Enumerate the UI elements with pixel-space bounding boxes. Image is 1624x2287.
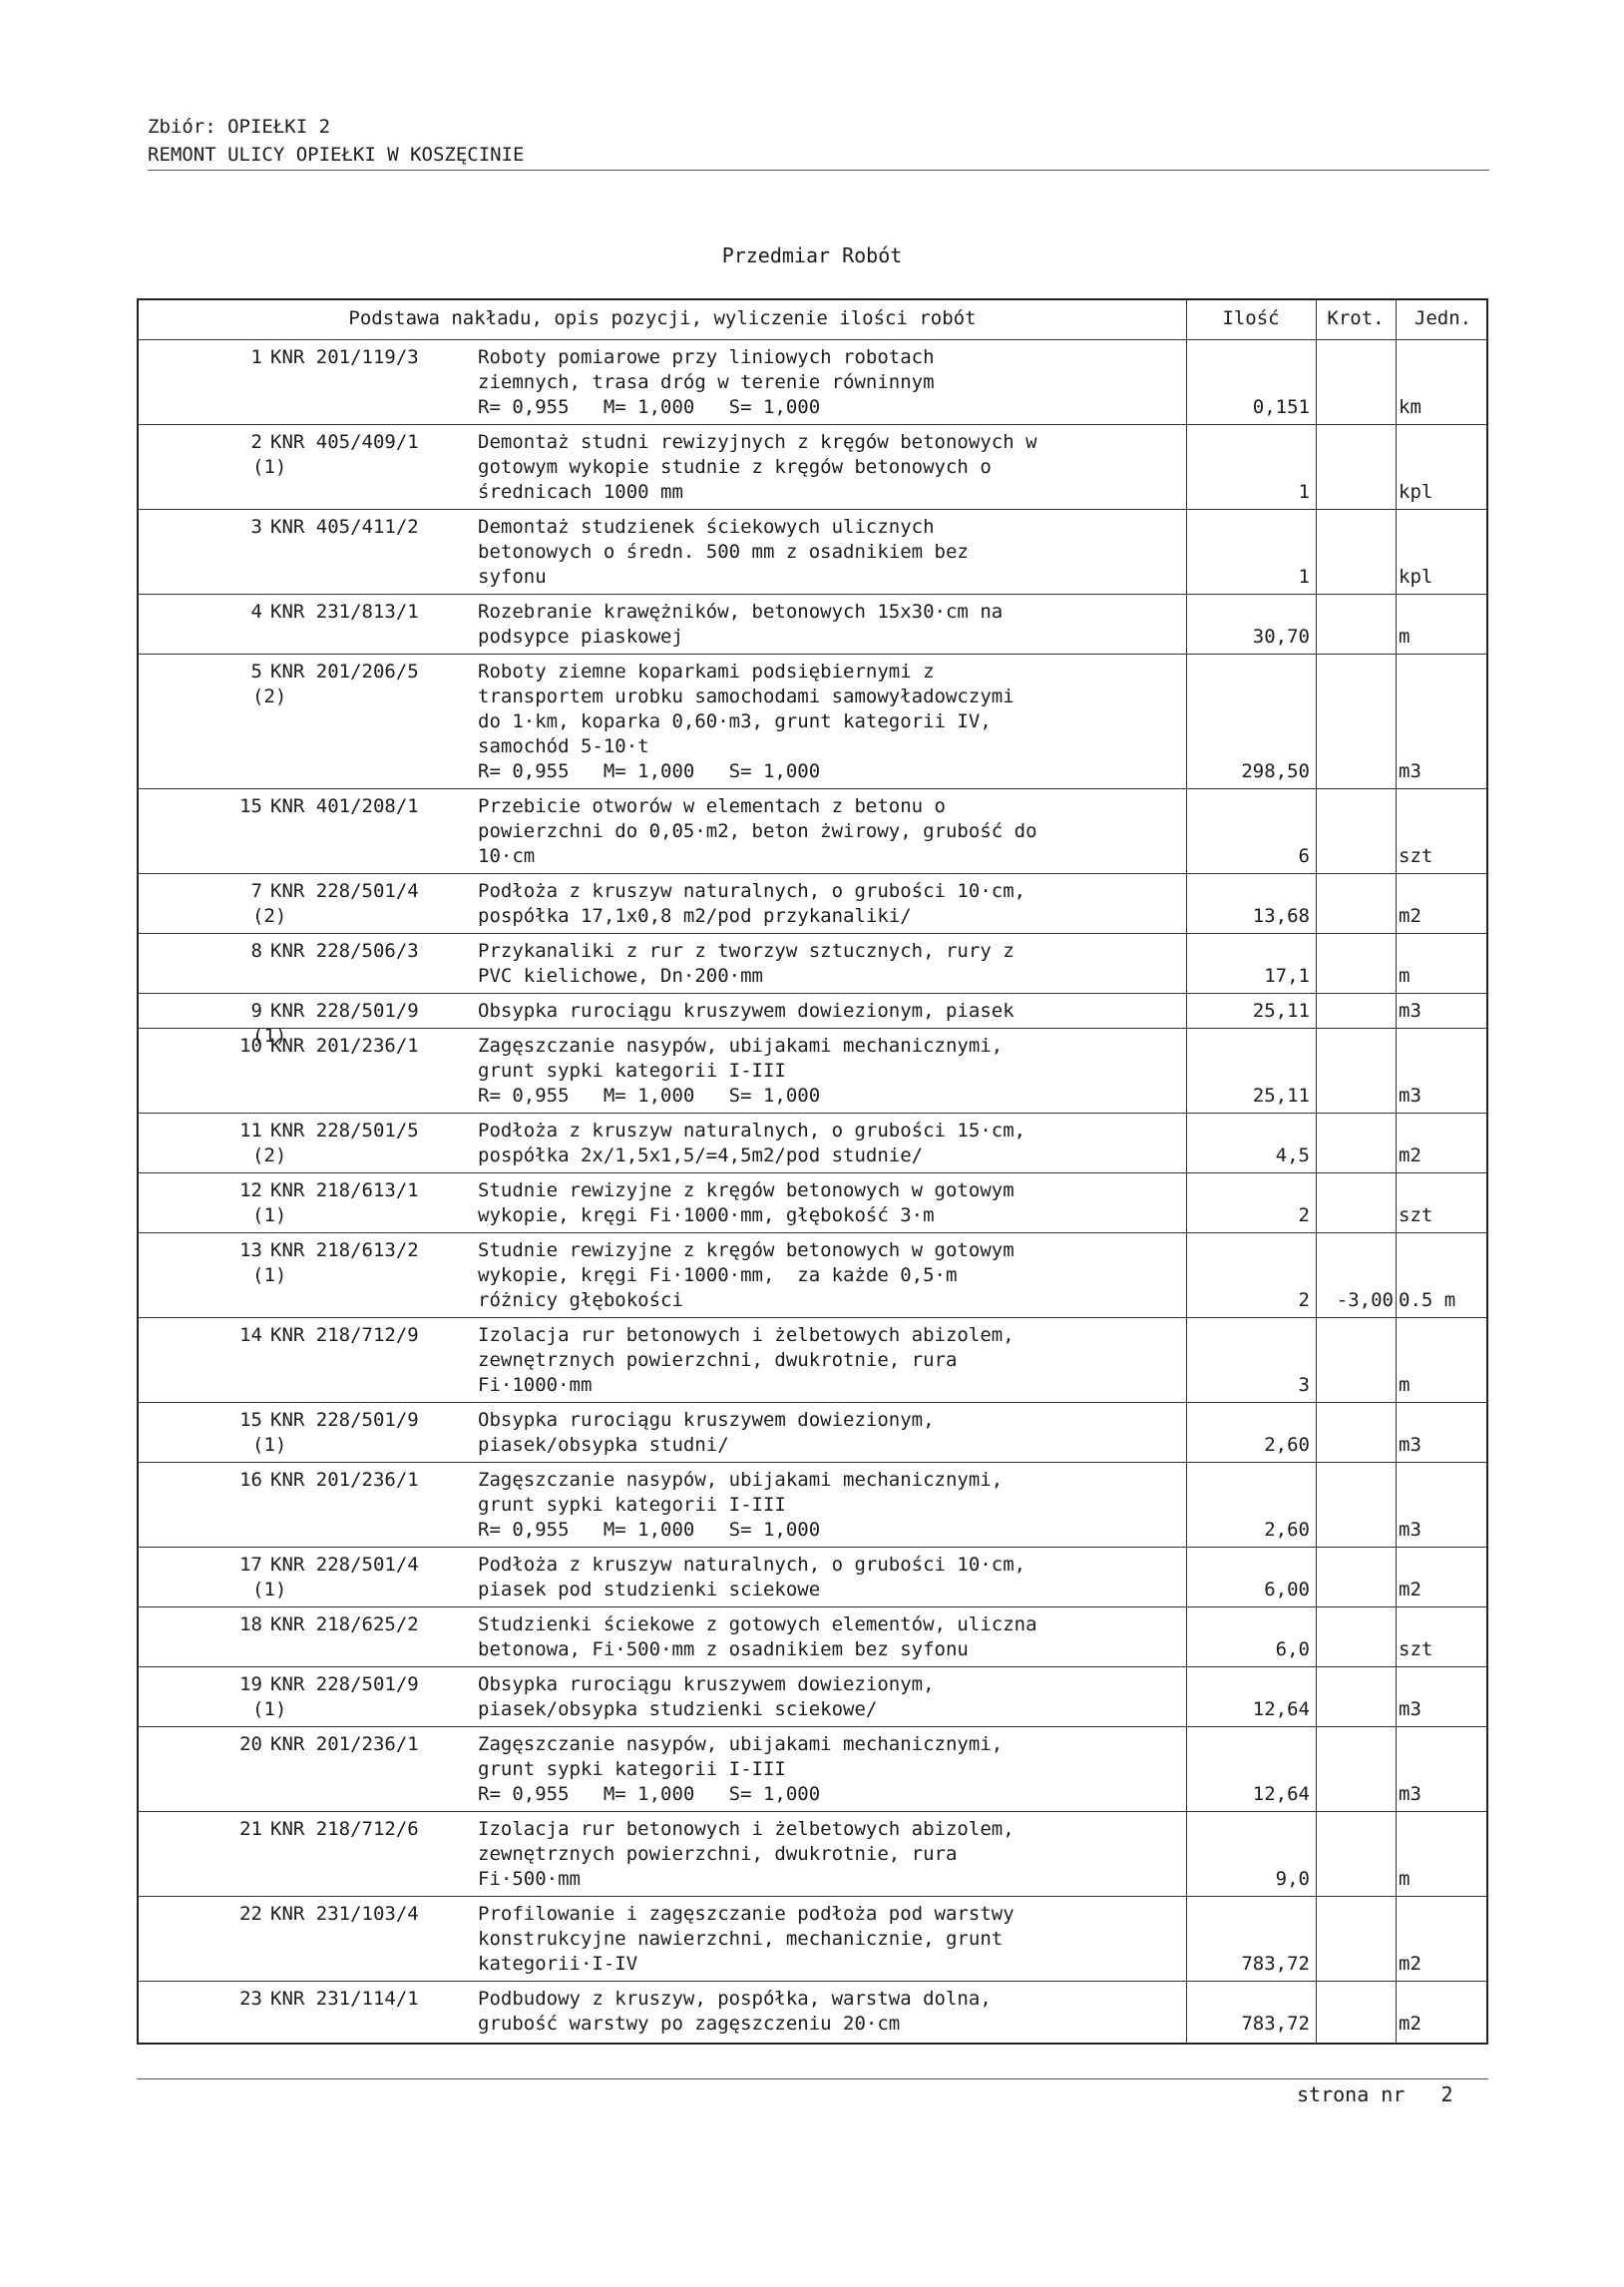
description-line: Podłoża z kruszyw naturalnych, o grubości 10·cm, [478, 880, 1026, 902]
description-line: R= 0,955 M= 1,000 S= 1,000 [478, 1085, 821, 1107]
catalog-code: KNR 228/501/9 [270, 1409, 419, 1431]
item-number: 22 [239, 1903, 262, 1925]
description-line: Podłoża z kruszyw naturalnych, o grubości 10·cm, [478, 1554, 1026, 1576]
item-number: 4 [250, 601, 262, 623]
quantity-value: 9,0 [1275, 1868, 1310, 1890]
item-number: 20 [239, 1733, 262, 1755]
item-number: 18 [239, 1613, 262, 1635]
description-line: Profilowanie i zagęszczanie podłoża pod warstwy [478, 1903, 1015, 1925]
catalog-code: KNR 228/506/3 [270, 940, 419, 962]
description-line: Demontaż studzienek ściekowych ulicznych [478, 516, 935, 538]
quantity-value: 1 [1298, 481, 1310, 503]
unit-value: szt [1399, 1204, 1433, 1226]
unit-value: m3 [1399, 1434, 1421, 1456]
description-line: R= 0,955 M= 1,000 S= 1,000 [478, 760, 821, 782]
item-number: 5 [250, 661, 262, 683]
unit-value: m3 [1399, 1698, 1421, 1720]
description-line: grunt sypki kategorii I-III [478, 1060, 786, 1082]
description-line: Przebicie otworów w elementach z betonu o [478, 795, 946, 817]
catalog-code: KNR 201/236/1 [270, 1035, 419, 1057]
description-line: Izolacja rur betonowych i żelbetowych abizolem, [478, 1324, 1015, 1346]
quantity-value: 783,72 [1241, 1953, 1310, 1975]
catalog-code: KNR 231/813/1 [270, 601, 419, 623]
description-line: Izolacja rur betonowych i żelbetowych abizolem, [478, 1818, 1015, 1840]
description-line: 10·cm [478, 845, 536, 867]
description-line: Studnie rewizyjne z kręgów betonowych w gotowym [478, 1239, 1015, 1261]
footer-divider [137, 2078, 1488, 2079]
catalog-code: KNR 218/712/6 [270, 1818, 419, 1840]
description-line: wykopie, kręgi Fi·1000·mm, głębokość 3·m [478, 1204, 935, 1226]
unit-value: kpl [1399, 481, 1433, 503]
description-line: do 1·km, koparka 0,60·m3, grunt kategorii IV, [478, 710, 992, 732]
item-number: 14 [239, 1324, 262, 1346]
table-row [139, 934, 1486, 993]
description-line: piasek/obsypka studzienki sciekowe/ [478, 1698, 878, 1720]
variant-note: (1) [252, 1025, 287, 1047]
description-line: podsypce piaskowej [478, 626, 683, 648]
unit-value: m [1399, 965, 1411, 987]
table-row [139, 789, 1486, 873]
unit-value: km [1399, 396, 1421, 418]
item-number: 10 [239, 1035, 262, 1057]
table-row [139, 1982, 1486, 2041]
description-line: R= 0,955 M= 1,000 S= 1,000 [478, 1519, 821, 1541]
catalog-code: KNR 218/613/2 [270, 1239, 419, 1261]
description-line: ziemnych, trasa dróg w terenie równinnym [478, 371, 935, 393]
table-row [139, 1233, 1486, 1317]
bill-of-quantities-table [137, 298, 1488, 2045]
description-line: betonowych o średn. 500 mm z osadnikiem bez [478, 541, 969, 563]
item-number: 9 [250, 1000, 262, 1022]
description-line: transportem urobku samochodami samowyładowczymi [478, 686, 1015, 707]
unit-value: m [1399, 1868, 1411, 1890]
unit-value: m [1399, 626, 1411, 648]
item-number: 3 [250, 516, 262, 538]
description-line: Zagęszczanie nasypów, ubijakami mechanicznymi, [478, 1733, 1004, 1755]
quantity-value: 25,11 [1252, 1085, 1310, 1107]
description-line: kategorii·I-IV [478, 1953, 638, 1975]
description-line: betonowa, Fi·500·mm z osadnikiem bez syfonu [478, 1638, 969, 1660]
table-row [139, 1173, 1486, 1232]
unit-value: kpl [1399, 566, 1433, 588]
catalog-code: KNR 228/501/4 [270, 1554, 419, 1576]
catalog-code: KNR 201/206/5 [270, 661, 419, 683]
variant-note: (1) [252, 1579, 287, 1601]
unit-value: szt [1399, 845, 1433, 867]
catalog-code: KNR 218/712/9 [270, 1324, 419, 1346]
description-line: Roboty ziemne koparkami podsiębiernymi z [478, 661, 935, 683]
quantity-value: 12,64 [1252, 1698, 1310, 1720]
item-number: 12 [239, 1179, 262, 1201]
description-line: gotowym wykopie studnie z kręgów betonowych o [478, 456, 992, 478]
table-row [139, 874, 1486, 933]
item-number: 7 [250, 880, 262, 902]
variant-note: (2) [252, 905, 287, 927]
table-row [139, 1812, 1486, 1896]
page-number: strona nr 2 [1297, 2082, 1453, 2106]
table-row [139, 1727, 1486, 1811]
quantity-value: 1 [1298, 566, 1310, 588]
catalog-code: KNR 228/501/9 [270, 1673, 419, 1695]
quantity-value: 2 [1298, 1289, 1310, 1311]
unit-value: m2 [1399, 2013, 1421, 2035]
unit-value: m3 [1399, 1783, 1421, 1805]
table-row [139, 1897, 1486, 1981]
table-row [139, 1463, 1486, 1547]
description-line: Obsypka rurociągu kruszywem dowiezionym, [478, 1673, 935, 1695]
catalog-code: KNR 231/103/4 [270, 1903, 419, 1925]
table-row [139, 1607, 1486, 1666]
item-number: 16 [239, 1469, 262, 1491]
catalog-code: KNR 405/411/2 [270, 516, 419, 538]
multiplier-value: -3,00 [1336, 1289, 1394, 1311]
quantity-value: 4,5 [1275, 1144, 1310, 1166]
table-row [139, 1318, 1486, 1402]
item-number: 1 [250, 346, 262, 368]
table-row [139, 340, 1486, 424]
description-line: Przykanaliki z rur z tworzyw sztucznych, rury z [478, 940, 1015, 962]
item-number: 19 [239, 1673, 262, 1695]
variant-note: (2) [252, 686, 287, 707]
description-line: Fi·1000·mm [478, 1374, 593, 1396]
unit-value: m2 [1399, 1579, 1421, 1601]
unit-value: m2 [1399, 1953, 1421, 1975]
variant-note: (2) [252, 1144, 287, 1166]
description-line: zewnętrznych powierzchni, dwukrotnie, rura [478, 1843, 958, 1865]
catalog-code: KNR 201/119/3 [270, 346, 419, 368]
variant-note: (1) [252, 1434, 287, 1456]
item-number: 23 [239, 1988, 262, 2010]
description-line: Zagęszczanie nasypów, ubijakami mechanicznymi, [478, 1035, 1004, 1057]
header-divider [148, 170, 1489, 171]
description-line: zewnętrznych powierzchni, dwukrotnie, rura [478, 1349, 958, 1371]
unit-value: m3 [1399, 1085, 1421, 1107]
catalog-code: KNR 218/625/2 [270, 1613, 419, 1635]
item-number: 15 [239, 795, 262, 817]
item-number: 8 [250, 940, 262, 962]
unit-value: m2 [1399, 1144, 1421, 1166]
quantity-value: 30,70 [1252, 626, 1310, 648]
description-line: R= 0,955 M= 1,000 S= 1,000 [478, 396, 821, 418]
description-line: syfonu [478, 566, 547, 588]
variant-note: (1) [252, 1204, 287, 1226]
quantity-value: 783,72 [1241, 2013, 1310, 2035]
unit-value: szt [1399, 1638, 1433, 1660]
description-line: Demontaż studni rewizyjnych z kręgów betonowych w [478, 431, 1037, 453]
catalog-code: KNR 231/114/1 [270, 1988, 419, 2010]
item-number: 15 [239, 1409, 262, 1431]
quantity-value: 12,64 [1252, 1783, 1310, 1805]
description-line: Fi·500·mm [478, 1868, 581, 1890]
description-line: Studzienki ściekowe z gotowych elementów, uliczna [478, 1613, 1037, 1635]
description-line: R= 0,955 M= 1,000 S= 1,000 [478, 1783, 821, 1805]
description-line: Podłoża z kruszyw naturalnych, o grubości 15·cm, [478, 1120, 1026, 1142]
description-line: grubość warstwy po zagęszczeniu 20·cm [478, 2013, 901, 2035]
table-row [139, 1548, 1486, 1606]
variant-note: (1) [252, 1264, 287, 1286]
quantity-value: 0,151 [1252, 396, 1310, 418]
item-number: 13 [239, 1239, 262, 1261]
description-line: pospółka 17,1x0,8 m2/pod przykanaliki/ [478, 905, 912, 927]
quantity-value: 13,68 [1252, 905, 1310, 927]
item-number: 21 [239, 1818, 262, 1840]
item-number: 2 [250, 431, 262, 453]
catalog-code: KNR 401/208/1 [270, 795, 419, 817]
table-row [139, 425, 1486, 509]
description-line: piasek pod studzienki sciekowe [478, 1579, 821, 1601]
column-header-unit: Jedn. [1414, 307, 1472, 329]
quantity-value: 298,50 [1241, 760, 1310, 782]
project-title: REMONT ULICY OPIEŁKI W KOSZĘCINIE [148, 144, 525, 166]
column-header-description: Podstawa nakładu, opis pozycji, wyliczenie ilości robót [348, 307, 977, 329]
quantity-value: 25,11 [1252, 1000, 1310, 1022]
description-line: Podbudowy z kruszyw, pospółka, warstwa dolna, [478, 1988, 992, 2010]
description-line: Rozebranie krawężników, betonowych 15x30·cm na [478, 601, 1004, 623]
item-number: 11 [239, 1120, 262, 1142]
description-line: średnicach 1000 mm [478, 481, 683, 503]
catalog-code: KNR 405/409/1 [270, 431, 419, 453]
unit-value: m3 [1399, 760, 1421, 782]
variant-note: (1) [252, 456, 287, 478]
description-line: PVC kielichowe, Dn·200·mm [478, 965, 763, 987]
unit-value: m3 [1399, 1000, 1421, 1022]
catalog-code: KNR 228/501/9 [270, 1000, 419, 1022]
quantity-value: 2,60 [1264, 1519, 1310, 1541]
quantity-value: 6,00 [1264, 1579, 1310, 1601]
catalog-code: KNR 218/613/1 [270, 1179, 419, 1201]
table-row [139, 1029, 1486, 1113]
catalog-code: KNR 201/236/1 [270, 1733, 419, 1755]
catalog-code: KNR 228/501/5 [270, 1120, 419, 1142]
description-line: pospółka 2x/1,5x1,5/=4,5m2/pod studnie/ [478, 1144, 924, 1166]
description-line: powierzchni do 0,05·m2, beton żwirowy, grubość do [478, 820, 1037, 842]
table-row [139, 655, 1486, 788]
unit-value: m3 [1399, 1519, 1421, 1541]
variant-note: (1) [252, 1698, 287, 1720]
description-line: Obsypka rurociągu kruszywem dowiezionym, [478, 1409, 935, 1431]
table-row [139, 1114, 1486, 1172]
quantity-value: 6 [1298, 845, 1310, 867]
description-line: Zagęszczanie nasypów, ubijakami mechanicznymi, [478, 1469, 1004, 1491]
document-title: Przedmiar Robót [721, 243, 903, 267]
quantity-value: 6,0 [1275, 1638, 1310, 1660]
item-number: 17 [239, 1554, 262, 1576]
description-line: Studnie rewizyjne z kręgów betonowych w gotowym [478, 1179, 1015, 1201]
unit-value: m [1399, 1374, 1411, 1396]
table-row [139, 510, 1486, 594]
catalog-code: KNR 201/236/1 [270, 1469, 419, 1491]
collection-label: Zbiór: OPIEŁKI 2 [148, 116, 331, 138]
quantity-value: 17,1 [1264, 965, 1310, 987]
quantity-value: 3 [1298, 1374, 1310, 1396]
description-line: Obsypka rurociągu kruszywem dowiezionym, piasek [478, 1000, 1015, 1022]
quantity-value: 2,60 [1264, 1434, 1310, 1456]
unit-value: m2 [1399, 905, 1421, 927]
quantity-value: 2 [1298, 1204, 1310, 1226]
description-line: samochód 5-10·t [478, 735, 649, 757]
column-header-quantity: Ilość [1222, 307, 1280, 329]
description-line: Roboty pomiarowe przy liniowych robotach [478, 346, 935, 368]
description-line: piasek/obsypka studni/ [478, 1434, 729, 1456]
table-row [139, 1667, 1486, 1726]
description-line: wykopie, kręgi Fi·1000·mm, za każde 0,5·m [478, 1264, 958, 1286]
table-row [139, 595, 1486, 654]
description-line: różnicy głębokości [478, 1289, 683, 1311]
description-line: konstrukcyjne nawierzchni, mechanicznie, grunt [478, 1928, 1004, 1950]
catalog-code: KNR 228/501/4 [270, 880, 419, 902]
description-line: grunt sypki kategorii I-III [478, 1758, 786, 1780]
table-row [139, 1403, 1486, 1462]
description-line: grunt sypki kategorii I-III [478, 1494, 786, 1516]
column-header-multiplier: Krot. [1327, 307, 1385, 329]
unit-value: 0.5 m [1399, 1289, 1456, 1311]
